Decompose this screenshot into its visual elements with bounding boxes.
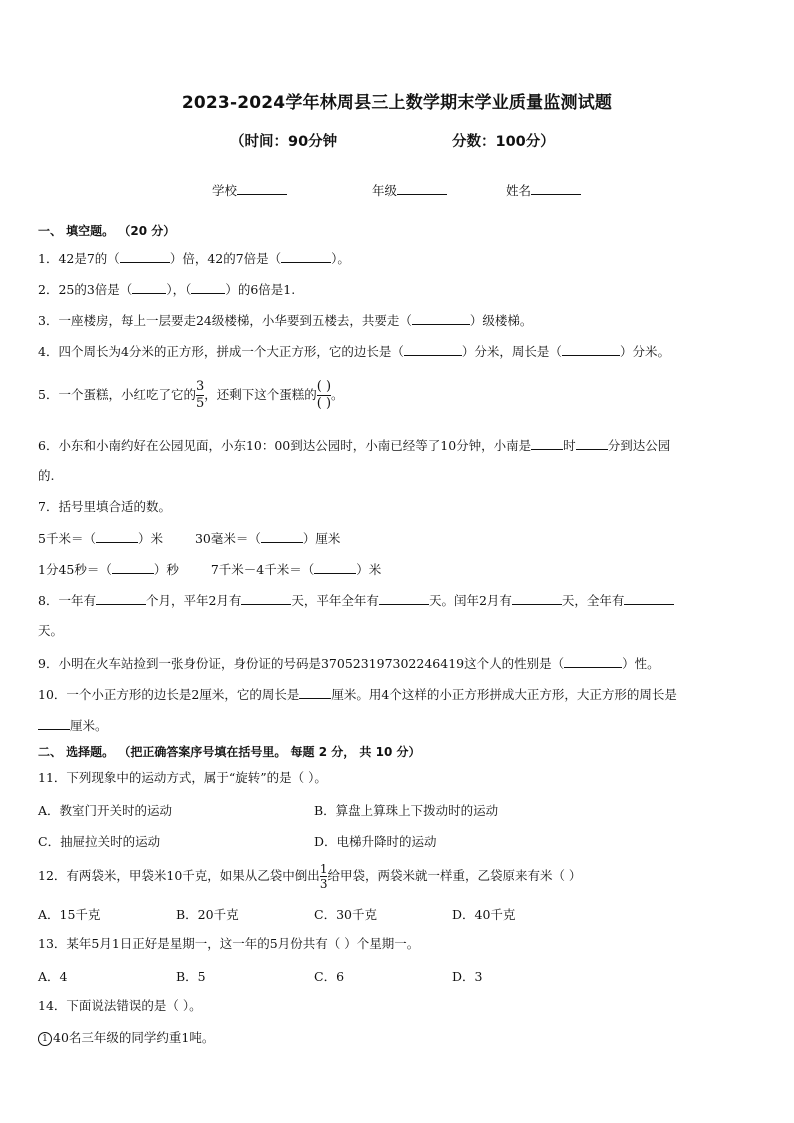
answer-blank[interactable] — [191, 281, 225, 294]
answer-blank[interactable] — [576, 437, 608, 450]
question-13: 13．某年5月1日正好是星期一，这一年的5月份共有（ ）个星期一。 — [38, 936, 420, 951]
q12-option-a[interactable]: A．15千克 — [38, 907, 101, 922]
question-7-row-2: 1分45秒＝（ ）秒 7千米－4千米＝（ ）米 — [38, 562, 382, 577]
q14-statement-1: 1 40名三年级的同学约重1吨。 — [38, 1030, 214, 1046]
question-5: 5．一个蛋糕，小红吃了它的 $\frac{3}{5}$ ，还剩下这个蛋糕的 $\frac{( )}{( )}$ 。 — [38, 379, 344, 411]
section2-heading: 二、 选择题。 （把正确答案序号填在括号里。 每题 2 分， 共 10 分） — [38, 745, 421, 759]
q12-option-d[interactable]: D．40千克 — [452, 907, 516, 922]
question-14: 14．下面说法错误的是（ ）。 — [38, 998, 202, 1013]
section1-heading: 一、 填空题。 （20 分） — [38, 224, 176, 238]
question-11: 11．下列现象中的运动方式，属于“旋转”的是（ ）。 — [38, 770, 327, 785]
answer-blank[interactable] — [112, 561, 154, 574]
answer-fraction[interactable]: $\frac{( )}{( )}$ — [316, 379, 332, 411]
answer-blank[interactable] — [562, 343, 620, 356]
question-10-cont: 厘米。 — [38, 717, 108, 734]
q11-option-b[interactable]: B．算盘上算珠上下拨动时的运动 — [314, 803, 499, 818]
circled-number-one: 1 — [38, 1032, 52, 1046]
answer-blank[interactable] — [38, 717, 70, 730]
question-2: 2．25的3倍是（ ），（ ）的6倍是1. — [38, 282, 296, 297]
grade-label: 年级 — [372, 183, 398, 198]
answer-blank[interactable] — [404, 343, 462, 356]
q13-option-a[interactable]: A．4 — [38, 969, 68, 984]
name-blank[interactable] — [531, 181, 581, 195]
q13-option-d[interactable]: D．3 — [452, 969, 483, 984]
answer-blank[interactable] — [512, 592, 562, 605]
answer-blank[interactable] — [531, 437, 563, 450]
answer-blank[interactable] — [261, 530, 303, 543]
fraction-three-fifths: $\frac{3}{5}$ — [195, 379, 205, 411]
school-field — [212, 181, 287, 199]
question-6: 6．小东和小南约好在公园见面，小东10：00到达公园时，小南已经等了10分钟，小南是 时 分到达公园 — [38, 438, 671, 453]
question-6-cont: 的. — [38, 468, 55, 483]
answer-blank[interactable] — [299, 686, 331, 699]
answer-blank[interactable] — [564, 655, 622, 668]
exam-title: 2023-2024学年林周县三上数学期末学业质量监测试题 — [181, 93, 613, 113]
answer-blank[interactable] — [241, 592, 291, 605]
question-12: 12．有两袋米，甲袋米10千克，如果从乙袋中倒出 $\frac{1}{3}$ 给甲袋，两袋米就一样重，乙袋原来有米（ ） — [38, 862, 582, 891]
exam-score: 分数：100分） — [452, 134, 555, 150]
answer-blank[interactable] — [314, 561, 356, 574]
school-blank[interactable] — [237, 181, 287, 195]
answer-blank[interactable] — [412, 312, 470, 325]
question-1: 1．42是7的（ ）倍，42的7倍是（ ）。 — [38, 251, 350, 266]
grade-field — [372, 181, 447, 199]
school-label: 学校 — [212, 183, 238, 198]
question-7: 7．括号里填合适的数。 — [38, 499, 171, 514]
q13-option-c[interactable]: C．6 — [314, 969, 345, 984]
answer-blank[interactable] — [379, 592, 429, 605]
question-9: 9．小明在火车站捡到一张身份证，身份证的号码是370523197302246419这个人的性别是（ ）性。 — [38, 656, 660, 671]
answer-blank[interactable] — [132, 281, 166, 294]
q11-option-c[interactable]: C．抽屉拉关时的运动 — [38, 834, 161, 849]
q12-option-c[interactable]: C．30千克 — [314, 907, 377, 922]
question-4: 4．四个周长为4分米的正方形，拼成一个大正方形，它的边长是（ ）分米，周长是（ ）分米。 — [38, 344, 670, 359]
question-3: 3．一座楼房，每上一层要走24级楼梯，小华要到五楼去，共要走（ ）级楼梯。 — [38, 313, 533, 328]
answer-blank[interactable] — [624, 592, 674, 605]
answer-blank[interactable] — [281, 250, 331, 263]
answer-blank[interactable] — [96, 592, 146, 605]
question-7-row-1: 5千米＝（ ）米 30毫米＝（ ）厘米 — [38, 531, 341, 546]
q12-option-b[interactable]: B．20千克 — [176, 907, 239, 922]
q13-option-b[interactable]: B．5 — [176, 969, 206, 984]
name-field — [506, 181, 581, 199]
exam-time: （时间：90分钟 — [230, 134, 338, 150]
q11-option-d[interactable]: D．电梯升降时的运动 — [314, 834, 437, 849]
q11-option-a[interactable]: A．教室门开关时的运动 — [38, 803, 173, 818]
name-label: 姓名 — [506, 183, 532, 198]
question-8-cont: 天。 — [38, 623, 64, 638]
fraction-one-third: $\frac{1}{3}$ — [319, 862, 328, 891]
question-8: 8．一年有 个月，平年2月有 天，平年全年有 天。闰年2月有 天，全年有 — [38, 592, 674, 609]
answer-blank[interactable] — [120, 250, 170, 263]
answer-blank[interactable] — [96, 530, 138, 543]
grade-blank[interactable] — [397, 181, 447, 195]
question-10: 10．一个小正方形的边长是2厘米，它的周长是 厘米。用4个这样的小正方形拼成大正方形，大正方形的周长是 — [38, 687, 677, 702]
